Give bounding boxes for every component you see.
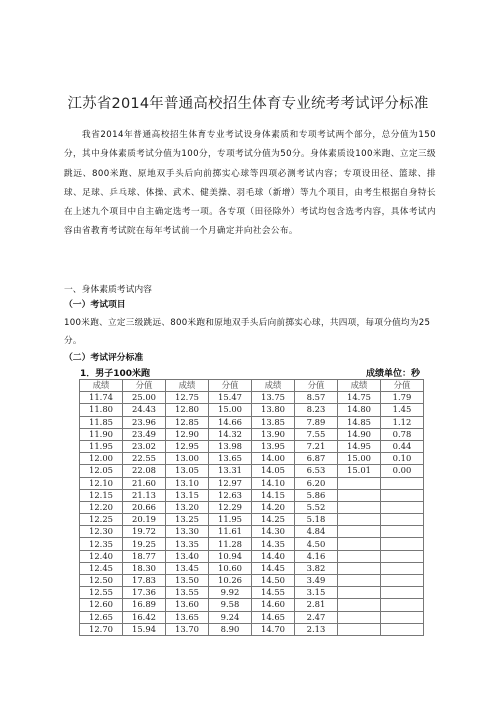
table-cell: 5.18 (295, 514, 338, 526)
table-cell: 23.96 (123, 416, 166, 428)
table-cell (381, 562, 424, 574)
table-cell: 11.61 (209, 526, 252, 538)
table-body (80, 392, 424, 636)
table-cell: 18.77 (123, 550, 166, 562)
table-cell (338, 538, 381, 550)
table-cell: 14.15 (252, 489, 295, 501)
header-cell: 成绩 (338, 380, 381, 392)
table-cell: 9.58 (209, 599, 252, 611)
table-cell: 12.45 (80, 562, 123, 574)
table-cell: 12.70 (80, 623, 123, 635)
table-row (80, 550, 424, 562)
table-cell: 8.23 (295, 404, 338, 416)
table-cell: 12.60 (80, 599, 123, 611)
table-cell: 5.52 (295, 501, 338, 513)
table-cell: 9.92 (209, 587, 252, 599)
table-cell: 13.20 (166, 501, 209, 513)
table-cell: 13.35 (166, 538, 209, 550)
table-cell (381, 550, 424, 562)
table-row (80, 453, 424, 465)
header-cell: 分值 (209, 380, 252, 392)
header-cell: 成绩 (80, 380, 123, 392)
table-row (80, 489, 424, 501)
table-cell: 14.50 (252, 575, 295, 587)
table-cell (381, 501, 424, 513)
table-row (80, 623, 424, 635)
table-cell: 14.90 (338, 428, 381, 440)
table-cell: 12.80 (166, 404, 209, 416)
table-cell: 11.28 (209, 538, 252, 550)
table-cell (338, 550, 381, 562)
table-cell: 12.63 (209, 489, 252, 501)
table-cell: 25.00 (123, 392, 166, 404)
table-cell: 14.70 (252, 623, 295, 635)
table-cell: 12.75 (166, 392, 209, 404)
header-cell: 成绩 (252, 380, 295, 392)
table-cell (381, 477, 424, 489)
table-row (80, 416, 424, 428)
table-cell: 6.87 (295, 453, 338, 465)
table-row (80, 428, 424, 440)
table-cell: 20.19 (123, 514, 166, 526)
table-cell: 13.98 (209, 440, 252, 452)
table-cell: 21.60 (123, 477, 166, 489)
table-cell (338, 477, 381, 489)
table-cell: 23.49 (123, 428, 166, 440)
table-cell: 7.89 (295, 416, 338, 428)
table-cell: 15.94 (123, 623, 166, 635)
subsection-heading-standard: （二）考试评分标准 (64, 353, 144, 363)
table-cell: 14.40 (252, 550, 295, 562)
table-cell: 14.10 (252, 477, 295, 489)
table-cell (381, 623, 424, 635)
table-cell: 15.47 (209, 392, 252, 404)
table-cell: 12.05 (80, 465, 123, 477)
table-cell: 3.82 (295, 562, 338, 574)
table-cell (381, 575, 424, 587)
table-cell: 14.55 (252, 587, 295, 599)
table-cell: 14.80 (338, 404, 381, 416)
table-title: 1．男子100米跑 (80, 369, 151, 379)
table-cell (338, 611, 381, 623)
table-cell: 12.95 (166, 440, 209, 452)
table-row (80, 599, 424, 611)
table-cell: 0.00 (381, 465, 424, 477)
table-row (80, 477, 424, 489)
table-header-row (80, 380, 424, 392)
table-cell: 6.20 (295, 477, 338, 489)
table-cell: 4.50 (295, 538, 338, 550)
table-cell: 19.25 (123, 538, 166, 550)
table-cell (338, 623, 381, 635)
table-cell: 13.50 (166, 575, 209, 587)
table-cell: 14.85 (338, 416, 381, 428)
table-cell: 6.53 (295, 465, 338, 477)
table-cell: 12.15 (80, 489, 123, 501)
table-cell: 2.13 (295, 623, 338, 635)
table-cell (381, 587, 424, 599)
table-cell: 10.26 (209, 575, 252, 587)
table-row (80, 440, 424, 452)
table-cell: 5.86 (295, 489, 338, 501)
table-cell: 0.44 (381, 440, 424, 452)
table-cell: 17.83 (123, 575, 166, 587)
table-unit: 成绩单位：秒 (365, 369, 420, 379)
table-cell: 24.43 (123, 404, 166, 416)
table-row (80, 611, 424, 623)
table-cell: 14.20 (252, 501, 295, 513)
table-cell (381, 489, 424, 501)
table-cell: 14.45 (252, 562, 295, 574)
header-cell: 分值 (381, 380, 424, 392)
table-cell: 4.84 (295, 526, 338, 538)
table-cell: 0.78 (381, 428, 424, 440)
table-cell: 13.45 (166, 562, 209, 574)
table-cell: 9.24 (209, 611, 252, 623)
table-cell: 11.85 (80, 416, 123, 428)
table-cell: 2.81 (295, 599, 338, 611)
table-cell (338, 489, 381, 501)
table-cell: 13.10 (166, 477, 209, 489)
table-cell (381, 599, 424, 611)
table-cell: 3.15 (295, 587, 338, 599)
table-cell: 13.25 (166, 514, 209, 526)
table-row (80, 465, 424, 477)
table-cell: 14.60 (252, 599, 295, 611)
table-cell: 7.55 (295, 428, 338, 440)
table-cell: 16.42 (123, 611, 166, 623)
table-cell (381, 538, 424, 550)
table-cell: 15.01 (338, 465, 381, 477)
table-cell: 14.00 (252, 453, 295, 465)
table-row (80, 514, 424, 526)
table-cell: 11.90 (80, 428, 123, 440)
table-cell: 14.95 (338, 440, 381, 452)
table-cell: 13.75 (252, 392, 295, 404)
table-cell: 12.97 (209, 477, 252, 489)
table-cell: 12.29 (209, 501, 252, 513)
table-cell (338, 514, 381, 526)
table-cell: 12.30 (80, 526, 123, 538)
table-cell: 13.90 (252, 428, 295, 440)
table-cell: 12.40 (80, 550, 123, 562)
table-cell: 14.75 (338, 392, 381, 404)
table-cell: 12.00 (80, 453, 123, 465)
table-cell: 13.15 (166, 489, 209, 501)
table-cell: 23.02 (123, 440, 166, 452)
table-cell (381, 526, 424, 538)
table-cell: 12.55 (80, 587, 123, 599)
table-row (80, 587, 424, 599)
table-cell: 13.31 (209, 465, 252, 477)
table-cell: 11.80 (80, 404, 123, 416)
table-cell: 1.45 (381, 404, 424, 416)
table-cell: 16.89 (123, 599, 166, 611)
table-row (80, 526, 424, 538)
header-cell: 分值 (123, 380, 166, 392)
table-cell: 13.00 (166, 453, 209, 465)
table-cell: 1.79 (381, 392, 424, 404)
table-cell: 13.40 (166, 550, 209, 562)
table-cell: 14.05 (252, 465, 295, 477)
table-cell: 12.50 (80, 575, 123, 587)
table-cell: 7.21 (295, 440, 338, 452)
score-table (79, 379, 424, 636)
table-cell: 12.20 (80, 501, 123, 513)
table-cell: 12.85 (166, 416, 209, 428)
table-row (80, 501, 424, 513)
table-caption (80, 366, 420, 379)
table-cell: 12.10 (80, 477, 123, 489)
table-cell (338, 562, 381, 574)
table-cell: 11.95 (209, 514, 252, 526)
table-cell: 11.74 (80, 392, 123, 404)
table-cell: 4.16 (295, 550, 338, 562)
table-cell: 17.36 (123, 587, 166, 599)
table-row (80, 404, 424, 416)
table-cell: 12.65 (80, 611, 123, 623)
header-cell: 成绩 (166, 380, 209, 392)
subsection-heading-items: （一）考试项目 (64, 300, 126, 310)
table-cell (338, 501, 381, 513)
table-cell: 13.70 (166, 623, 209, 635)
table-row (80, 562, 424, 574)
intro-paragraph: 我省2014年普通高校招生体育专业考试设身体素质和专项考试两个部分，总分值为150分，其中身体素质考试分值为100分，专项考试分值为50分。身体素质设100米跑、立定三级跳远、800米跑、原地双手头后向前掷实心球等四项必测考试内容；专项设田径、篮球、排球、足球、乒乓球、体操、武术、健美操、羽毛球（新增）等九个项目，由考生根据自身特长在上述九个项目中自主确定选考一项。各专项（田径除外）考试均包含选考内容，具体考试内容由省教育考试院在每年考试前一个月确定并向社会公布。 (64, 130, 436, 237)
table-cell: 15.00 (209, 404, 252, 416)
table-cell: 15.00 (338, 453, 381, 465)
table-cell: 8.90 (209, 623, 252, 635)
table-cell: 8.57 (295, 392, 338, 404)
table-cell (338, 599, 381, 611)
table-cell: 14.25 (252, 514, 295, 526)
table-cell: 21.13 (123, 489, 166, 501)
section-heading-physical: 一、身体素质考试内容 (64, 285, 152, 295)
table-cell: 12.25 (80, 514, 123, 526)
table-cell (338, 575, 381, 587)
table-cell: 2.47 (295, 611, 338, 623)
table-cell: 14.65 (252, 611, 295, 623)
table-row (80, 392, 424, 404)
table-cell: 14.35 (252, 538, 295, 550)
table-cell: 13.85 (252, 416, 295, 428)
table-cell: 14.30 (252, 526, 295, 538)
table-cell: 0.10 (381, 453, 424, 465)
table-cell: 18.30 (123, 562, 166, 574)
table-cell: 13.80 (252, 404, 295, 416)
table-cell: 20.66 (123, 501, 166, 513)
table-cell: 22.55 (123, 453, 166, 465)
table-cell: 12.35 (80, 538, 123, 550)
table-cell (381, 514, 424, 526)
table-cell: 19.72 (123, 526, 166, 538)
table-row (80, 575, 424, 587)
document-title: 江苏省2014年普通高校招生体育专业统考考试评分标准 (67, 96, 429, 112)
table-cell: 22.08 (123, 465, 166, 477)
header-cell: 分值 (295, 380, 338, 392)
table-cell: 13.65 (166, 611, 209, 623)
table-cell: 13.05 (166, 465, 209, 477)
table-cell: 14.66 (209, 416, 252, 428)
table-row (80, 538, 424, 550)
table-cell: 13.60 (166, 599, 209, 611)
table-cell: 10.94 (209, 550, 252, 562)
table-cell (338, 587, 381, 599)
table-cell: 10.60 (209, 562, 252, 574)
table-cell: 12.90 (166, 428, 209, 440)
table-cell: 13.55 (166, 587, 209, 599)
table-cell: 13.65 (209, 453, 252, 465)
items-paragraph: 100米跑、立定三级跳远、800米跑和原地双手头后向前掷实心球，共四项，每项分值均为25分。 (64, 318, 431, 346)
table-cell (381, 611, 424, 623)
table-cell (338, 526, 381, 538)
table-cell: 13.95 (252, 440, 295, 452)
table-cell: 3.49 (295, 575, 338, 587)
table-cell: 11.95 (80, 440, 123, 452)
table-cell: 1.12 (381, 416, 424, 428)
table-cell: 14.32 (209, 428, 252, 440)
table-cell: 13.30 (166, 526, 209, 538)
